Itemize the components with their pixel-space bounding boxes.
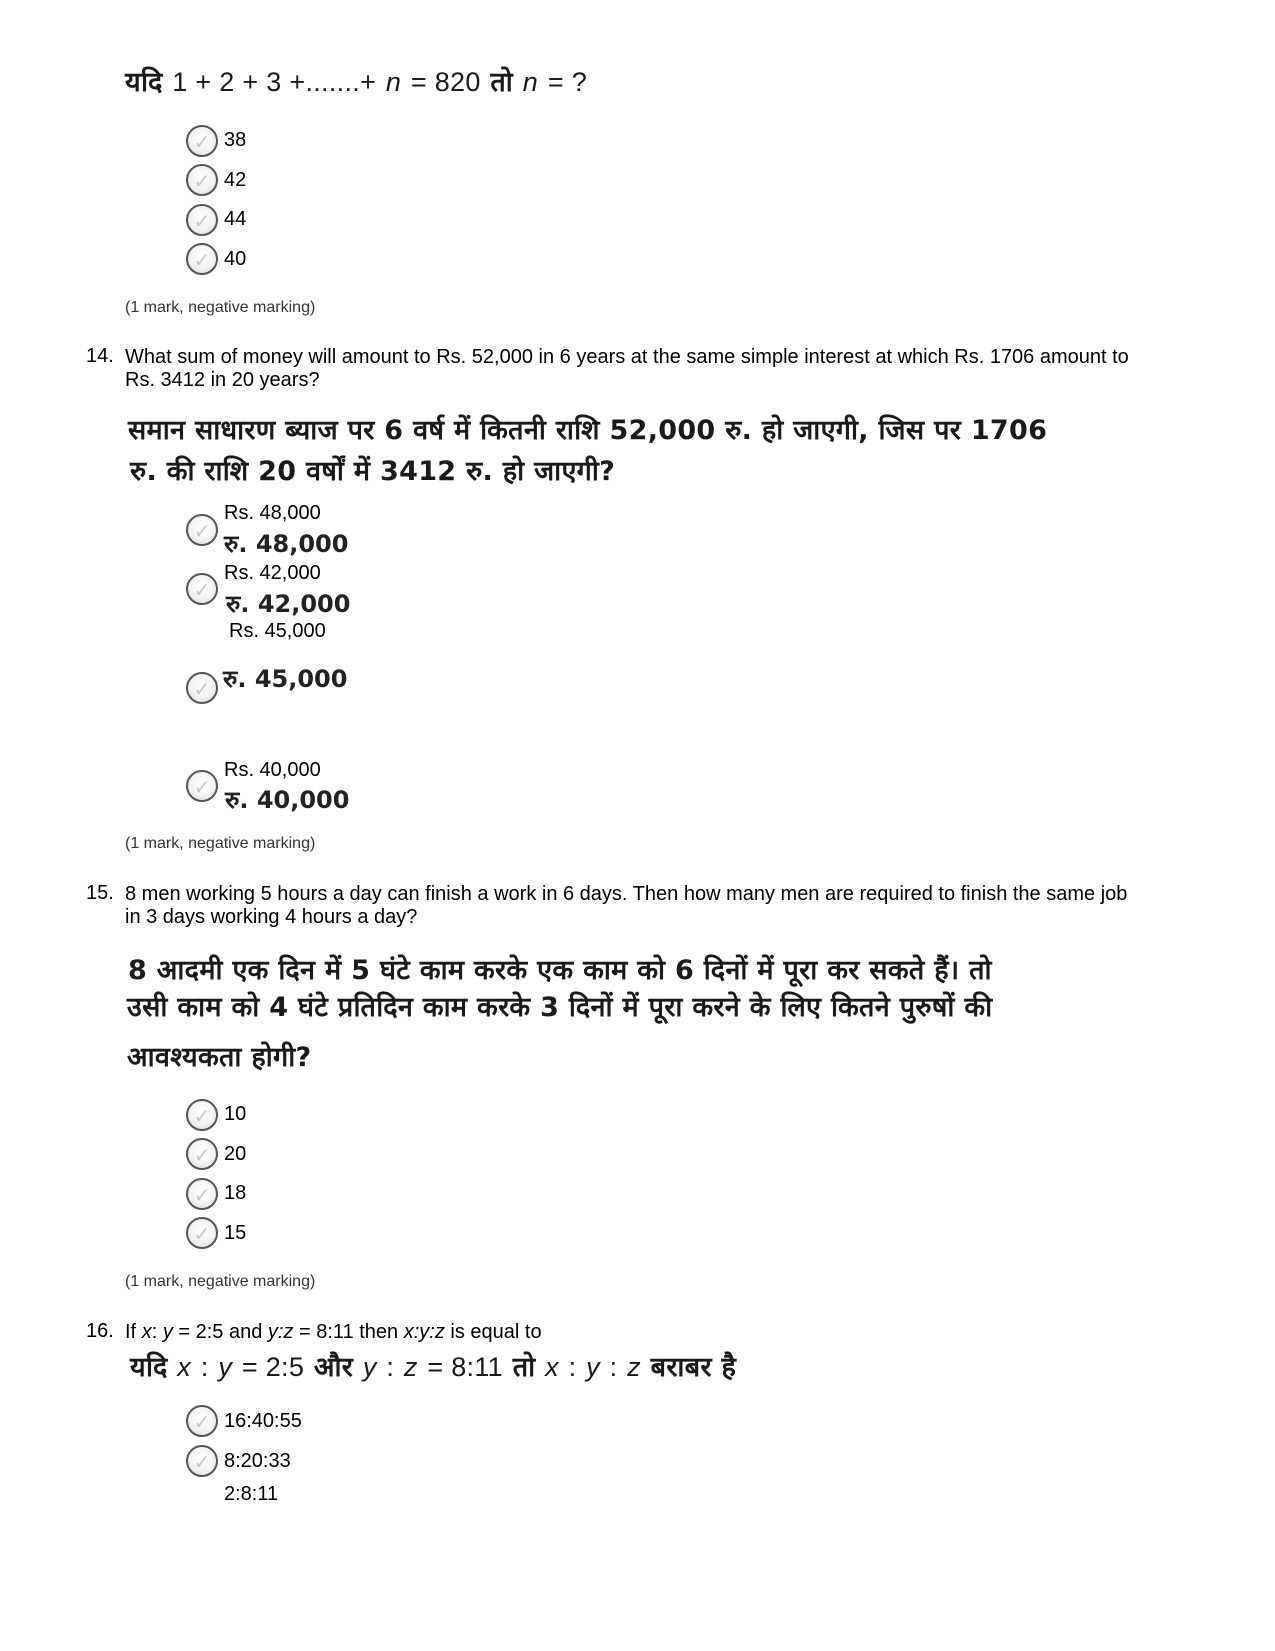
radio-check-icon: ✓ bbox=[193, 130, 211, 154]
q16-option-2-radio[interactable] bbox=[186, 1445, 218, 1477]
radio-check-icon: ✓ bbox=[193, 775, 211, 799]
q15-option-2-radio[interactable] bbox=[186, 1138, 218, 1170]
q15-hindi-line3: आवश्यकता होगी? bbox=[127, 1042, 312, 1073]
q15-option-1-radio[interactable] bbox=[186, 1099, 218, 1131]
q16-hindi-text bbox=[130, 1347, 736, 1384]
q16-hi-ratio2: = 8:11 bbox=[427, 1352, 503, 1382]
q14-hindi-line1: समान साधारण ब्याज पर 6 वर्ष में कितनी राशि 52,000 रु. हो जाएगी, जिस पर 1706 bbox=[128, 415, 1048, 446]
q16-hi-colon4: : bbox=[609, 1352, 618, 1382]
q16-hi-y3: y bbox=[586, 1352, 600, 1382]
q16-en-y: y bbox=[162, 1321, 173, 1343]
q15-hindi-line1: 8 आदमी एक दिन में 5 घंटे काम करके एक काम को 6 दिनों में पूरा कर सकते हैं। तो bbox=[128, 955, 992, 986]
q13-hindi-to: तो bbox=[490, 67, 514, 98]
q16-option-2-label: 8:20:33 bbox=[224, 1450, 291, 1472]
radio-check-icon: ✓ bbox=[193, 248, 211, 272]
radio-check-icon: ✓ bbox=[193, 1104, 211, 1128]
q15-mark-note: (1 mark, negative marking) bbox=[125, 1273, 316, 1290]
q16-hi-z2: z bbox=[627, 1352, 641, 1382]
q16-hi-ratio1: = 2:5 bbox=[241, 1352, 305, 1382]
q14-number: 14. bbox=[86, 345, 114, 367]
radio-check-icon: ✓ bbox=[193, 1143, 211, 1167]
q16-english-text bbox=[125, 1320, 542, 1344]
q13-var-n-2: n bbox=[522, 67, 539, 97]
q16-en-mid2: = 2:5 and bbox=[172, 1321, 268, 1343]
q16-hi-colon2: : bbox=[386, 1352, 395, 1382]
q16-en-mid3: = 8:11 then bbox=[293, 1321, 404, 1343]
q15-option-2-label: 20 bbox=[224, 1143, 247, 1165]
q14-option-2-english: Rs. 42,000 bbox=[224, 562, 321, 584]
q16-en-if: If bbox=[125, 1321, 137, 1343]
q15-english-line2: in 3 days working 4 hours a day? bbox=[125, 906, 418, 928]
q13-option-4-radio[interactable] bbox=[186, 243, 218, 275]
q13-option-2-radio[interactable] bbox=[186, 164, 218, 196]
q15-option-3-radio[interactable] bbox=[186, 1178, 218, 1210]
q14-option-4-english: Rs. 40,000 bbox=[224, 759, 321, 781]
q15-number: 15. bbox=[86, 882, 114, 904]
q13-option-1-label: 38 bbox=[224, 129, 247, 151]
q14-mark-note: (1 mark, negative marking) bbox=[125, 835, 316, 852]
q16-hi-colon3: : bbox=[568, 1352, 577, 1382]
q13-expr-b: = 820 bbox=[410, 67, 481, 97]
q16-option-3-label: 2:8:11 bbox=[224, 1483, 279, 1505]
q13-expr-a: 1 + 2 + 3 +.......+ bbox=[172, 67, 377, 97]
q16-hi-z: z bbox=[403, 1352, 418, 1382]
q14-option-1-radio[interactable] bbox=[186, 514, 218, 546]
q13-mark-note: (1 mark, negative marking) bbox=[125, 299, 316, 316]
q14-english-line1: What sum of money will amount to Rs. 52,000 in 6 years at the same simple interest at which Rs. 1706 amount to bbox=[125, 346, 1129, 368]
radio-check-icon: ✓ bbox=[193, 209, 211, 233]
q14-hindi-line2: रु. की राशि 20 वर्षों में 3412 रु. हो जाएगी? bbox=[130, 456, 616, 487]
radio-check-icon: ✓ bbox=[193, 1410, 211, 1434]
q16-hi-y2: y bbox=[362, 1352, 377, 1382]
q15-option-4-radio[interactable] bbox=[186, 1217, 218, 1249]
q13-option-4-label: 40 bbox=[224, 248, 247, 270]
q14-option-1-english: Rs. 48,000 bbox=[224, 502, 321, 524]
q16-hi-barabar: बराबर है bbox=[650, 1352, 737, 1383]
q13-expr-c: = ? bbox=[547, 67, 588, 97]
q16-en-xyz: x:y:z bbox=[403, 1321, 445, 1343]
q16-hi-to: तो bbox=[512, 1352, 536, 1383]
q16-en-yz: y:z bbox=[267, 1321, 294, 1343]
q14-option-4-radio[interactable] bbox=[186, 770, 218, 802]
q13-hindi-text bbox=[125, 62, 587, 99]
q13-option-3-radio[interactable] bbox=[186, 204, 218, 236]
radio-check-icon: ✓ bbox=[193, 1183, 211, 1207]
q16-en-x: x bbox=[141, 1321, 152, 1343]
q13-option-3-label: 44 bbox=[224, 208, 247, 230]
q16-hi-x2: x bbox=[545, 1352, 559, 1382]
q14-option-3-english: Rs. 45,000 bbox=[229, 620, 326, 642]
radio-check-icon: ✓ bbox=[193, 1222, 211, 1246]
q14-option-2-radio[interactable] bbox=[186, 573, 218, 605]
q16-hi-colon1: : bbox=[200, 1352, 209, 1382]
q14-option-3-radio[interactable] bbox=[186, 672, 218, 704]
q16-hi-aur: और bbox=[313, 1352, 354, 1383]
q16-number: 16. bbox=[86, 1320, 114, 1342]
q16-option-1-radio[interactable] bbox=[186, 1405, 218, 1437]
q15-option-3-label: 18 bbox=[224, 1182, 247, 1204]
q13-option-2-label: 42 bbox=[224, 169, 247, 191]
q14-option-4-hindi: रु. 40,000 bbox=[225, 786, 350, 814]
q15-hindi-line2: उसी काम को 4 घंटे प्रतिदिन काम करके 3 दिनों में पूरा करने के लिए कितने पुरुषों की bbox=[127, 992, 993, 1023]
q14-option-3-hindi: रु. 45,000 bbox=[223, 665, 348, 693]
q14-option-2-hindi: रु. 42,000 bbox=[226, 590, 351, 618]
q16-hi-x: x bbox=[177, 1352, 192, 1382]
q16-hi-y: y bbox=[218, 1352, 233, 1382]
q13-var-n: n bbox=[385, 67, 402, 97]
q14-option-1-hindi: रु. 48,000 bbox=[224, 530, 349, 558]
q15-english-line1: 8 men working 5 hours a day can finish a work in 6 days. Then how many men are required to finish the same job bbox=[125, 883, 1128, 905]
radio-check-icon: ✓ bbox=[193, 169, 211, 193]
q15-option-4-label: 15 bbox=[224, 1222, 247, 1244]
q14-english-line2: Rs. 3412 in 20 years? bbox=[125, 369, 320, 391]
q15-option-1-label: 10 bbox=[224, 1103, 247, 1125]
radio-check-icon: ✓ bbox=[193, 677, 211, 701]
q16-option-1-label: 16:40:55 bbox=[224, 1410, 302, 1432]
q16-en-mid1: : bbox=[151, 1321, 163, 1343]
radio-check-icon: ✓ bbox=[193, 1450, 211, 1474]
q13-hindi-prefix: यदि bbox=[125, 67, 163, 98]
radio-check-icon: ✓ bbox=[193, 519, 211, 543]
radio-check-icon: ✓ bbox=[193, 578, 211, 602]
q16-en-end: is equal to bbox=[444, 1321, 542, 1343]
q16-hi-prefix: यदि bbox=[130, 1352, 168, 1383]
q13-option-1-radio[interactable] bbox=[186, 125, 218, 157]
